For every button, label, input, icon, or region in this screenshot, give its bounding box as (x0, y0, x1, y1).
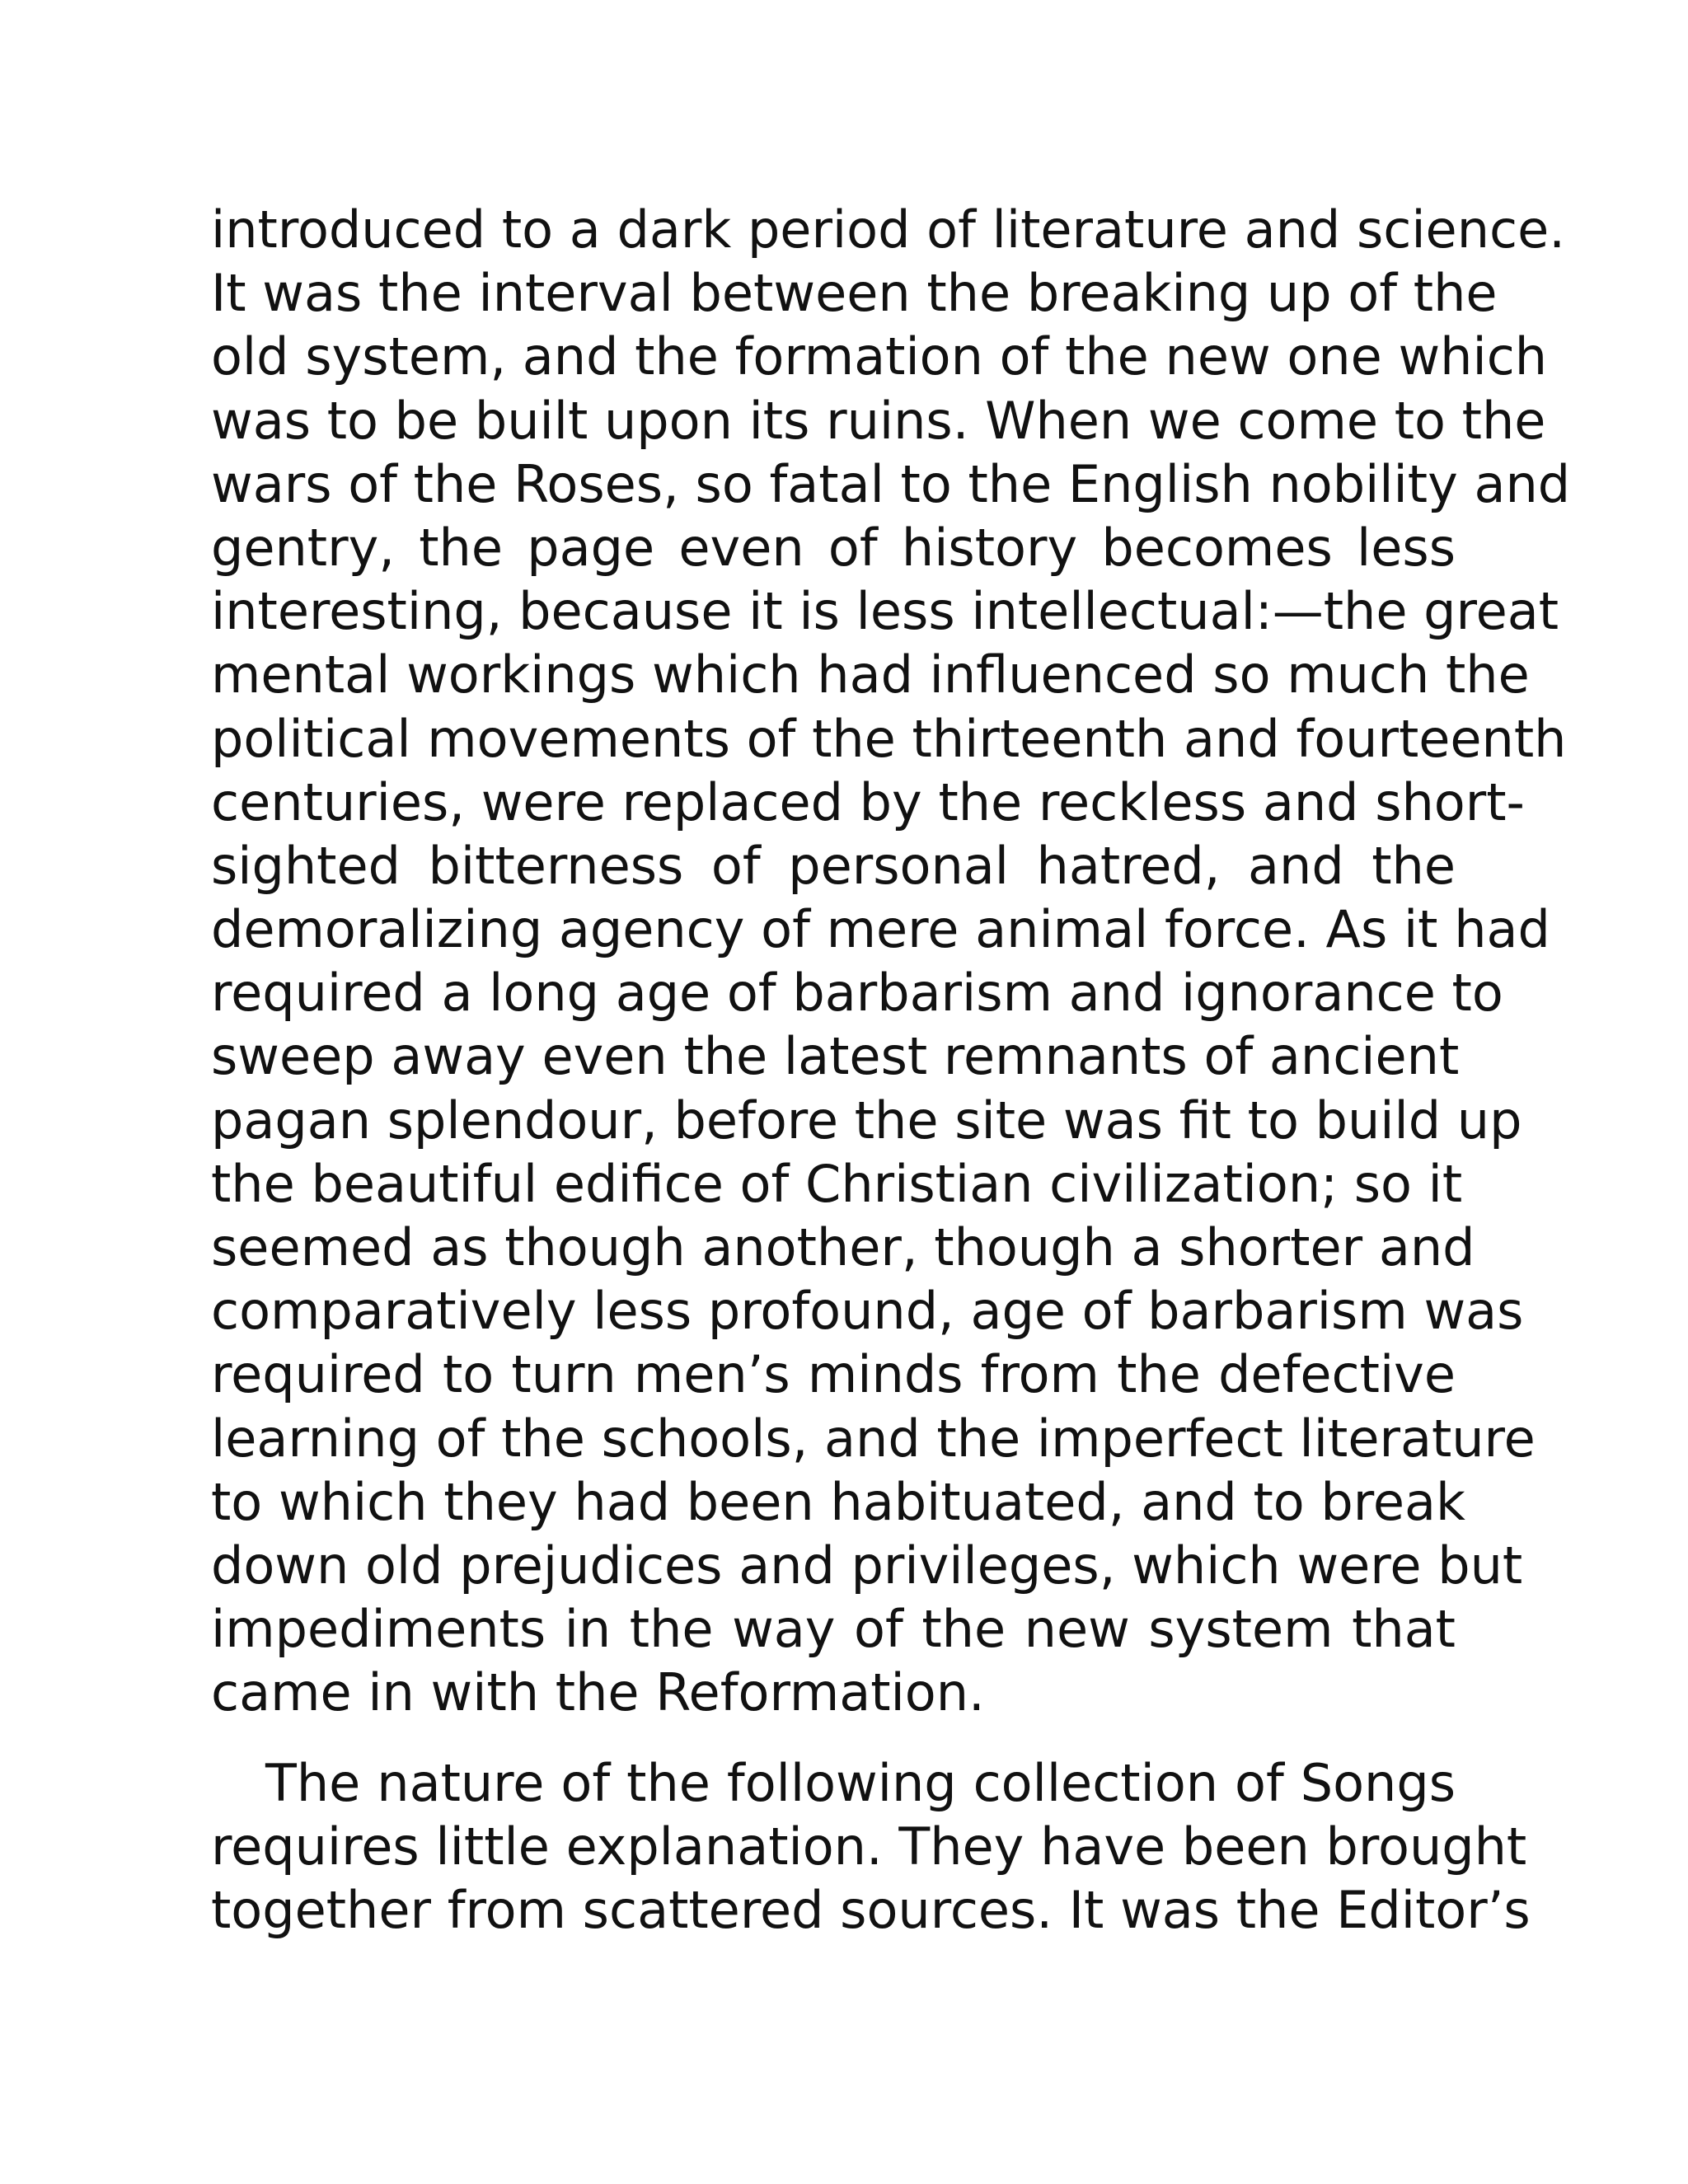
text-line: It was the interval between the breaking up of the (211, 263, 1498, 324)
text-line: together from scattered sources. It was the Editor’s (211, 1879, 1531, 1940)
text-line: pagan splendour, before the site was fit to build up (211, 1090, 1522, 1151)
text-line: required to turn men’s minds from the defective (211, 1344, 1456, 1405)
text-line: came in with the Reformation. (211, 1662, 985, 1723)
text-line: political movements of the thirteenth and fourteenth (211, 708, 1567, 769)
text-line: The nature of the following collection of Songs (265, 1752, 1456, 1813)
text-line: the beautiful edifice of Christian civilization; so it (211, 1153, 1463, 1214)
text-line: required a long age of barbarism and ignorance to (211, 963, 1503, 1024)
paragraph-spacer (211, 1725, 1456, 1751)
paragraph-2 (211, 1751, 1531, 1943)
text-line: down old prejudices and privileges, which were but (211, 1535, 1523, 1596)
text-line: learning of the schools, and the imperfect literature (211, 1408, 1536, 1469)
text-line: comparatively less profound, age of barbarism was (211, 1281, 1524, 1342)
text-line: sweep away even the latest remnants of ancient (211, 1026, 1460, 1087)
paragraph-1 (211, 198, 1571, 1725)
text-line: interesting, because it is less intellectual:—the great (211, 581, 1559, 642)
text-line: impediments in the way of the new system that (211, 1599, 1456, 1660)
text-line: requires little explanation. They have been brought (211, 1816, 1527, 1877)
text-line: centuries, were replaced by the reckless and short- (211, 771, 1525, 832)
text-line: to which they had been habituated, and to break (211, 1471, 1465, 1532)
text-line: wars of the Roses, so fatal to the English nobility and (211, 453, 1571, 514)
text-line: mental workings which had influenced so much the (211, 644, 1530, 705)
text-line: gentry, the page even of history becomes less (211, 517, 1456, 578)
text-line: was to be built upon its ruins. When we come to the (211, 390, 1546, 451)
text-line: introduced to a dark period of literature and science. (211, 199, 1565, 260)
text-line: sighted bitterness of personal hatred, and the (211, 835, 1456, 896)
text-line: old system, and the formation of the new one which (211, 326, 1548, 387)
text-line: demoralizing agency of mere animal force. As it had (211, 899, 1550, 960)
text-line: seemed as though another, though a shorter and (211, 1217, 1475, 1277)
document-page (211, 198, 1571, 1942)
